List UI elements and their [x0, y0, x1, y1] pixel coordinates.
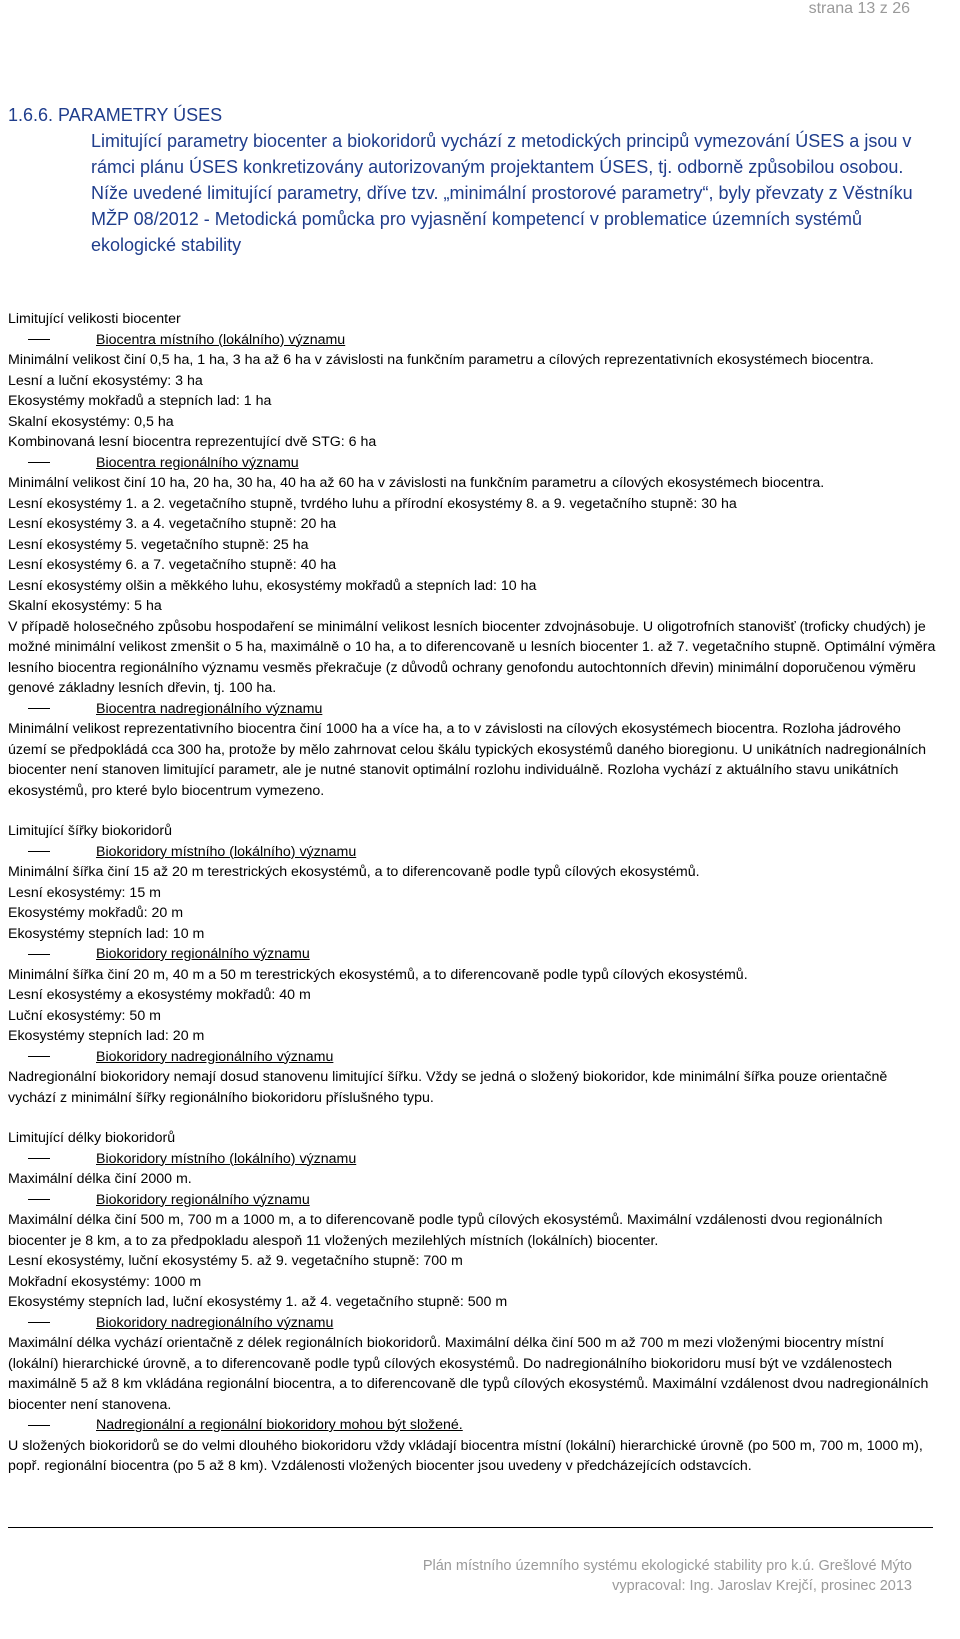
- subheading-biocentra-supraregional: [8, 699, 938, 720]
- subheading-label: Biocentra místního (lokálního) významu: [96, 331, 346, 348]
- subheading-label: Biocentra regionálního významu: [96, 454, 299, 471]
- section-intro: [8, 128, 928, 258]
- section-title: 1.6.6. PARAMETRY ÚSES: [8, 105, 223, 125]
- dash-marker: [28, 708, 50, 709]
- footer-title: Plán místního územního systému ekologické stability pro k.ú. Grešlové Mýto: [422, 1558, 912, 1574]
- subheading-width-local: [8, 842, 938, 863]
- text-line: Ekosystémy stepních lad: 20 m: [8, 1028, 205, 1044]
- text-line: Maximální délka činí 2000 m.: [8, 1171, 192, 1187]
- paragraph: Maximální délka vychází orientačně z délek regionálních biokoridorů. Maximální délka činí 500 m až 700 m mezi vloženými biocentry místní (lokální) hierarchické úrovně, a to diferencovaně podle typů cílových ekosystémů. Do nadregionálního biokoridoru musí být ve vzdálenostech maximálně 5 až 8 km vkládána regionální biocentra, a to diferencovaně dle typů cílových ekosystémů. Maximální vzdálenost dvou nadregionálních biocenter není stanovena.: [8, 1335, 929, 1413]
- text-line: Ekosystémy stepních lad: 10 m: [8, 925, 205, 942]
- subheading-length-regional: [8, 1190, 938, 1211]
- subheading-length-supraregional: [8, 1313, 938, 1334]
- subheading-nested-corridors: [8, 1415, 938, 1436]
- subheading-label: Biokoridory regionálního významu: [96, 1191, 310, 1208]
- text-line: Lesní ekosystémy 6. a 7. vegetačního stupně: 40 ha: [8, 557, 337, 573]
- text-line: Lesní ekosystémy, luční ekosystémy 5. až 9. vegetačního stupně: 700 m: [8, 1253, 463, 1269]
- text-line: Kombinovaná lesní biocentra reprezentující dvě STG: 6 ha: [8, 434, 377, 450]
- paragraph: U složených biokoridorů se do velmi dlouhého biokoridoru vždy vkládají biocentra místní (lokální) hierarchické úrovně (po 500 m, 700 m, 1000 m), popř. regionální biocentra (po 5 až 8 km). Vzdálenosti vložených biocenter jsou uvedeny v předcházejících odstavcích.: [8, 1437, 923, 1474]
- subheading-label: Biokoridory místního (lokálního) významu: [96, 1150, 357, 1167]
- footer: [423, 1556, 912, 1596]
- paragraph: Nadregionální biokoridory nemají dosud stanovenu limitující šířku. Vždy se jedná o složený biokoridor, kde minimální šířka pouze orientačně vychází z minimální šířky regionálního biokoridoru příslušného typu.: [8, 1069, 888, 1106]
- text-line: Lesní ekosystémy olšin a měkkého luhu, ekosystémy mokřadů a stepních lad: 10 ha: [8, 577, 537, 594]
- dash-marker: [28, 462, 50, 463]
- page-number: strana 13 z 26: [808, 0, 910, 17]
- subheading-label: Nadregionální a regionální biokoridory mohou být složené.: [96, 1417, 463, 1433]
- dash-marker: [28, 339, 50, 340]
- document-body: [8, 309, 938, 1477]
- text-line: Minimální šířka činí 20 m, 40 m a 50 m terestrických ekosystémů, a to diferencovaně podle typů cílových ekosystémů.: [8, 966, 748, 983]
- paragraph: V případě holosečného způsobu hospodaření se minimální velikost lesních biocenter zdvojnásobuje. U oligotrofních stanovišť (troficky chudých) je možné minimální velikost zmenšit o 5 ha, maximálně o 10 ha, a to diferencovaně u lesních biocenter 1. až 7. vegetačního stupně. Optimální výměra lesního biocentra regionálního významu vesměs překračuje (z důvodů ochrany genofondu autochtonních dřevin) minimální doporučenou výměru genové základny lesních dřevin, tj. 100 ha.: [8, 618, 936, 696]
- subheading-label: Biokoridory regionálního významu: [96, 946, 310, 962]
- paragraph: Minimální velikost činí 10 ha, 20 ha, 30 ha, 40 ha až 60 ha v závislosti na funkčním parametru a cílových ekosystémech biocentra.: [8, 475, 825, 491]
- dash-marker: [28, 1425, 50, 1426]
- dash-marker: [28, 1199, 50, 1200]
- text-line: Lesní ekosystémy 3. a 4. vegetačního stupně: 20 ha: [8, 516, 337, 532]
- text-line: Skalní ekosystémy: 5 ha: [8, 598, 162, 614]
- subheading-biocentra-regional: [8, 453, 938, 474]
- text-line: Lesní ekosystémy 5. vegetačního stupně: 25 ha: [8, 536, 309, 553]
- dash-marker: [28, 851, 50, 852]
- text-line: Skalní ekosystémy: 0,5 ha: [8, 413, 174, 430]
- dash-marker: [28, 1158, 50, 1159]
- text-line: Ekosystémy mokřadů: 20 m: [8, 905, 184, 921]
- footer-author: vypracoval: Ing. Jaroslav Krejčí, prosinec 2013: [612, 1578, 912, 1594]
- intro-paragraph: Limitující parametry biocenter a biokoridorů vychází z metodických principů vymezování ÚSES a jsou v rámci plánu ÚSES konkretizovány autorizovaným projektantem ÚSES, tj. odborně způsobilou osobou. Níže uvedené limitující parametry, dříve tzv. „minimální prostorové parametry“, byly převzaty z Věstníku MŽP 08/2012 - Metodická pomůcka pro vyjasnění kompetencí v problematice územních systémů ekologické stability: [91, 131, 913, 255]
- heading-corridor-length: Limitující délky biokoridorů: [8, 1130, 176, 1146]
- footer-divider: [8, 1527, 933, 1528]
- heading-corridor-width: Limitující šířky biokoridorů: [8, 823, 172, 839]
- dash-marker: [28, 1056, 50, 1057]
- dash-marker: [28, 954, 50, 955]
- subheading-biocentra-local: [8, 330, 938, 351]
- text-line: Lesní ekosystémy: 15 m: [8, 884, 161, 901]
- text-line: Lesní ekosystémy 1. a 2. vegetačního stupně, tvrdého luhu a přírodní ekosystémy 8. a 9. vegetačního stupně: 30 ha: [8, 495, 737, 512]
- text-line: Mokřadní ekosystémy: 1000 m: [8, 1273, 202, 1290]
- heading-biocentra-size: Limitující velikosti biocenter: [8, 311, 181, 327]
- paragraph: Maximální délka činí 500 m, 700 m a 1000 m, a to diferencovaně podle typů cílových ekosystémů. Maximální vzdálenosti dvou regionálních biocenter je 8 km, a to za předpokladu alespoň 11 vložených mezilehlých místních (lokálních) biocenter.: [8, 1212, 883, 1249]
- subheading-label: Biokoridory nadregionálního významu: [96, 1048, 334, 1065]
- subheading-label: Biokoridory nadregionálního významu: [96, 1314, 334, 1331]
- text-line: Luční ekosystémy: 50 m: [8, 1007, 161, 1024]
- text-line: Ekosystémy stepních lad, luční ekosystémy 1. až 4. vegetačního stupně: 500 m: [8, 1294, 508, 1310]
- subheading-width-supraregional: [8, 1047, 938, 1068]
- dash-marker: [28, 1322, 50, 1323]
- text-line: Lesní ekosystémy a ekosystémy mokřadů: 40 m: [8, 987, 311, 1003]
- text-line: Ekosystémy mokřadů a stepních lad: 1 ha: [8, 393, 272, 409]
- paragraph: Minimální velikost reprezentativního biocentra činí 1000 ha a více ha, a to v závislosti na cílových ekosystémech biocentra. Rozloha jádrového území se předpokládá cca 300 ha, protože by mělo zahrnovat celou škálu typických ekosystémů daného bioregionu. U unikátních nadregionálních biocenter není stanoven limitující parametr, ale je nutné stanovit optimální rozlohu individuálně. Rozloha vychází z aktuálního stavu unikátních ekosystémů, pro které bylo biocentrum vymezeno.: [8, 721, 927, 799]
- text-line: Minimální šířka činí 15 až 20 m terestrických ekosystémů, a to diferencovaně podle typů cílových ekosystémů.: [8, 864, 700, 880]
- subheading-length-local: [8, 1149, 938, 1170]
- subheading-width-regional: [8, 944, 938, 965]
- subheading-label: Biokoridory místního (lokálního) významu: [96, 843, 357, 860]
- paragraph: Minimální velikost činí 0,5 ha, 1 ha, 3 ha až 6 ha v závislosti na funkčním parametru a cílových reprezentativních ekosystémech biocentra.: [8, 352, 874, 368]
- subheading-label: Biocentra nadregionálního významu: [96, 700, 323, 717]
- text-line: Lesní a luční ekosystémy: 3 ha: [8, 372, 203, 389]
